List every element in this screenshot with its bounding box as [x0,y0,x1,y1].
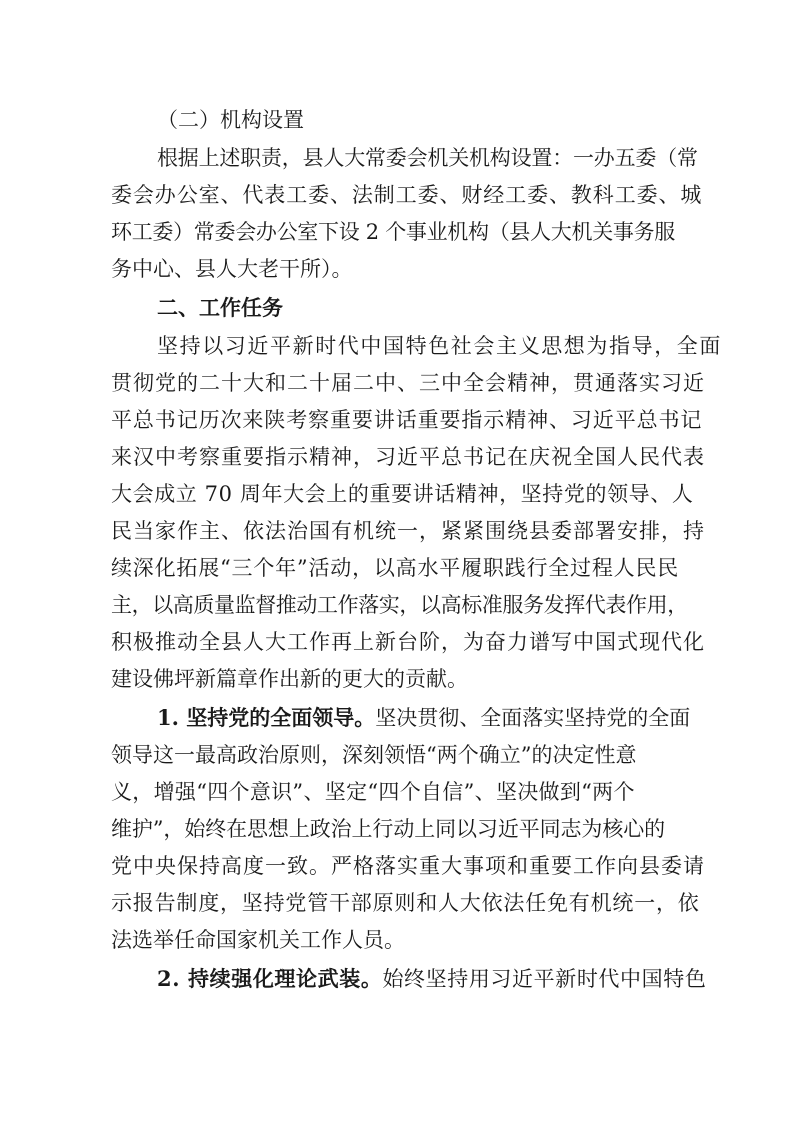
item1-title: 1. 坚持党的全面领导。 [157,705,376,730]
tasks-paragraph-line: 主，以高质量监督推动工作落实，以高标准服务发挥代表作用， [111,593,688,617]
item1-line: 义，增强“四个意识”、坚定“四个自信”、坚决做到“两个 [111,780,635,804]
tasks-paragraph-line: 建设佛坪新篇章作出新的更大的贡献。 [111,667,468,691]
item2-text: 始终坚持用习近平新时代中国特色 [382,967,707,991]
org-paragraph-line: 根据上述职责，县人大常委会机关机构设置：一办五委（常 [157,146,698,170]
item1-line: 法选举任命国家机关工作人员。 [111,928,405,952]
item1-line: 示报告制度，坚持党管干部原则和人大依法任免有机统一，依 [111,891,700,915]
item1-line: 维护”，始终在思想上政治上行动上同以习近平同志为核心的 [111,817,666,841]
item1-line: 领导这一最高政治原则，深刻领悟“两个确立”的决定性意 [111,743,637,767]
tasks-paragraph-line: 贯彻党的二十大和二十届二中、三中全会精神，贯通落实习近 [111,371,705,395]
item2-title: 2. 持续强化理论武装。 [157,966,383,991]
tasks-paragraph-line: 民当家作主、依法治国有机统一，紧紧围绕县委部署安排，持 [111,519,705,543]
item1-line: 党中央保持高度一致。严格落实重大事项和重要工作向县委请 [111,854,705,878]
org-paragraph-line: 务中心、县人大老干所）。 [111,257,353,281]
item1-first-line [157,705,690,731]
tasks-paragraph-line: 积极推动全县人大工作再上新台阶，为奋力谱写中国式现代化 [111,630,705,654]
work-tasks-heading: 二、工作任务 [157,296,283,320]
tasks-paragraph-line: 坚持以习近平新时代中国特色社会主义思想为指导，全面 [157,334,722,358]
tasks-paragraph-line: 平总书记历次来陕考察重要讲话重要指示精神、习近平总书记 [111,408,703,432]
tasks-paragraph-line: 续深化拓展“三个年”活动，以高水平履职践行全过程人民民 [111,556,680,580]
tasks-paragraph-line: 来汉中考察重要指示精神，习近平总书记在庆祝全国人民代表 [111,445,705,469]
tasks-paragraph-line: 大会成立 70 周年大会上的重要讲话精神，坚持党的领导、人 [111,482,694,506]
item2-first-line [157,966,706,992]
item1-text: 坚决贯彻、全面落实坚持党的全面 [375,706,691,730]
org-setup-heading: （二）机构设置 [157,108,304,132]
org-paragraph-line: 委会办公室、代表工委、法制工委、财经工委、教科工委、城 [111,183,703,207]
org-paragraph-line: 环工委）常委会办公室下设 2 个事业机构（县人大机关事务服 [111,220,676,244]
